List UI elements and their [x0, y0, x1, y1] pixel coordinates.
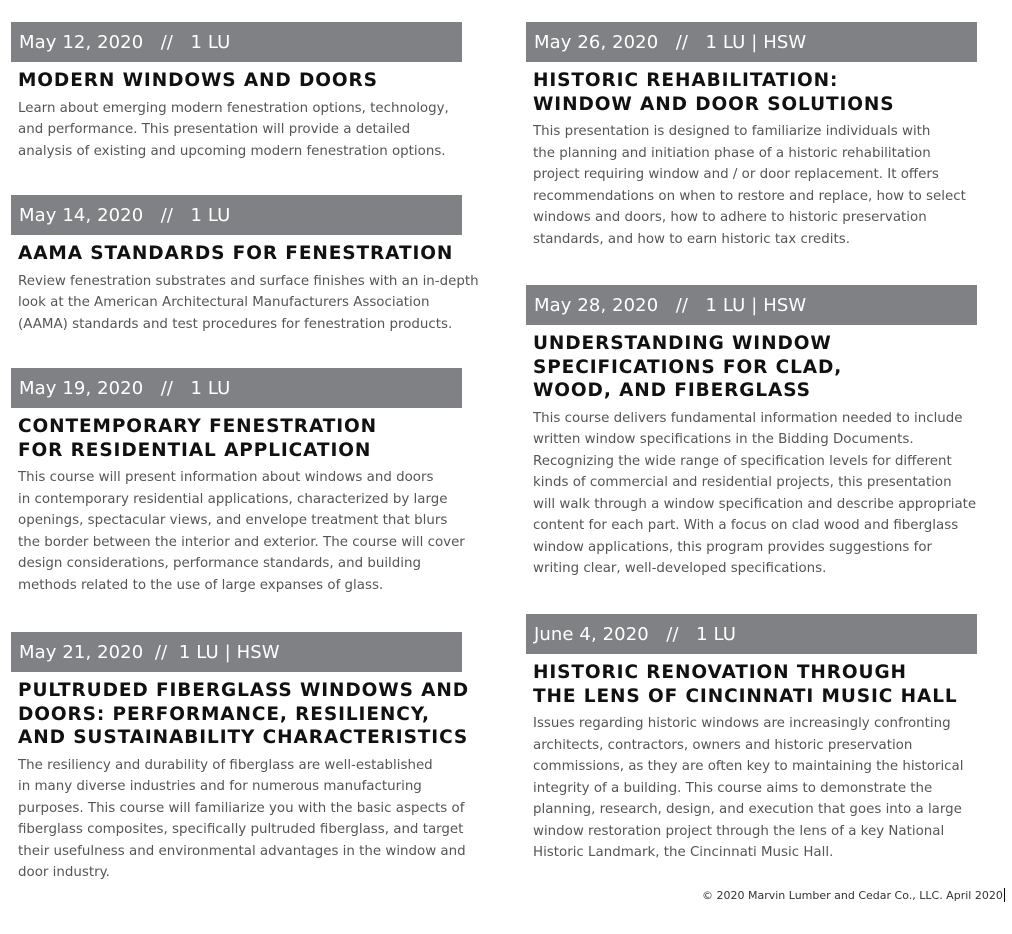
description-line: Review fenestration substrates and surface finishes with an in-depth	[18, 273, 479, 289]
description-line: This course delivers fundamental information needed to include	[533, 410, 963, 426]
course-title-line: THE LENS OF CINCINNATI MUSIC HALL	[533, 685, 958, 707]
description-line: Recognizing the wide range of specification levels for different	[533, 453, 952, 469]
course-date-header: May 28, 2020 // 1 LU | HSW	[526, 285, 977, 325]
description-line: the planning and initiation phase of a historic rehabilitation	[533, 145, 931, 161]
description-line: The resiliency and durability of fiberglass are well-established	[18, 757, 433, 773]
course-date-header: May 21, 2020 // 1 LU | HSW	[11, 632, 462, 672]
course-title	[533, 332, 977, 403]
course-may-21	[11, 632, 470, 884]
course-title-line: AAMA STANDARDS FOR FENESTRATION	[18, 243, 454, 264]
course-title	[533, 661, 977, 708]
description-line: commissions, as they are often key to maintaining the historical	[533, 759, 964, 774]
course-description	[533, 408, 977, 580]
course-title	[18, 415, 462, 462]
description-line: windows and doors, how to adhere to historic preservation	[533, 210, 927, 225]
course-title-line: UNDERSTANDING WINDOW	[533, 333, 832, 354]
description-line: methods related to the use of large expanses of glass.	[18, 577, 384, 593]
copyright-text: © 2020 Marvin Lumber and Cedar Co., LLC. April 2020	[702, 889, 1003, 902]
description-line: analysis of existing and upcoming modern fenestration options.	[18, 143, 446, 159]
course-title	[533, 69, 977, 116]
description-line: standards, and how to earn historic tax credits.	[533, 231, 851, 247]
course-title-line: WINDOW AND DOOR SOLUTIONS	[533, 93, 895, 115]
course-june-4	[526, 614, 977, 864]
description-line: (AAMA) standards and test procedures for fenestration products.	[18, 316, 453, 332]
course-description	[533, 713, 977, 864]
description-line: will walk through a window specification and describe appropriate	[533, 496, 977, 512]
description-line: project requiring window and / or door replacement. It offers	[533, 167, 939, 182]
course-description	[18, 98, 462, 163]
course-title-line: AND SUSTAINABILITY CHARACTERISTICS	[18, 727, 469, 748]
copyright-footer	[702, 888, 1005, 902]
description-line: content for each part. With a focus on clad wood and fiberglass	[533, 518, 959, 533]
text-cursor	[1004, 888, 1005, 902]
description-line: in contemporary residential applications, characterized by large	[18, 491, 448, 507]
description-line: fiberglass composites, specifically pultruded fiberglass, and target	[18, 822, 464, 837]
course-title-line: PULTRUDED FIBERGLASS WINDOWS AND	[18, 680, 470, 701]
description-line: writing clear, well-developed specifications.	[533, 561, 827, 576]
description-line: architects, contractors, owners and historic preservation	[533, 737, 913, 753]
course-title-line: WOOD, AND FIBERGLASS	[533, 380, 811, 401]
description-line: the border between the interior and exterior. The course will cover	[18, 534, 465, 550]
description-line: written window specifications in the Bidding Documents.	[533, 432, 914, 447]
description-line: look at the American Architectural Manufacturers Association	[18, 295, 430, 310]
description-line: in many diverse industries and for numerous manufacturing	[18, 779, 422, 794]
description-line: and performance. This presentation will provide a detailed	[18, 122, 411, 137]
course-date-header: May 26, 2020 // 1 LU | HSW	[526, 22, 977, 62]
description-line: Issues regarding historic windows are increasingly confronting	[533, 716, 951, 731]
description-line: planning, research, design, and execution that goes into a large	[533, 802, 962, 817]
course-title-line: DOORS: PERFORMANCE, RESILIENCY,	[18, 703, 430, 725]
course-title-line: FOR RESIDENTIAL APPLICATION	[18, 439, 372, 461]
description-line: This course will present information about windows and doors	[18, 470, 434, 485]
description-line: Learn about emerging modern fenestration options, technology,	[18, 100, 449, 116]
course-title-line: MODERN WINDOWS AND DOORS	[18, 70, 378, 91]
course-may-28	[526, 285, 977, 580]
description-line: design considerations, performance standards, and building	[18, 556, 421, 571]
course-date-header: May 19, 2020 // 1 LU	[11, 368, 462, 408]
course-may-26	[526, 22, 977, 250]
course-title	[18, 679, 470, 750]
description-line: openings, spectacular views, and envelope treatment that blurs	[18, 513, 448, 528]
description-line: window applications, this program provides suggestions for	[533, 539, 933, 555]
description-line: recommendations on when to restore and replace, how to select	[533, 188, 966, 204]
course-may-19	[11, 368, 465, 596]
description-line: kinds of commercial and residential projects, this presentation	[533, 475, 952, 490]
course-title	[18, 242, 462, 266]
course-date-header: May 14, 2020 // 1 LU	[11, 195, 462, 235]
description-line: This presentation is designed to familiarize individuals with	[533, 124, 931, 139]
course-may-14	[11, 195, 479, 335]
description-line: door industry.	[18, 865, 110, 880]
description-line: Historic Landmark, the Cincinnati Music Hall.	[533, 845, 834, 860]
description-line: purposes. This course will familiarize you with the basic aspects of	[18, 800, 465, 816]
course-description	[18, 755, 466, 884]
course-title-line: SPECIFICATIONS FOR CLAD,	[533, 356, 843, 378]
course-description	[18, 271, 479, 336]
course-title	[18, 69, 462, 93]
description-line: integrity of a building. This course aims to demonstrate the	[533, 780, 933, 796]
course-title-line: HISTORIC REHABILITATION:	[533, 70, 839, 91]
description-line: window restoration project through the lens of a key National	[533, 823, 945, 839]
course-title-line: CONTEMPORARY FENESTRATION	[18, 416, 378, 437]
course-date-header: May 12, 2020 // 1 LU	[11, 22, 462, 62]
course-description	[18, 467, 465, 596]
course-title-line: HISTORIC RENOVATION THROUGH	[533, 662, 907, 683]
description-line: their usefulness and environmental advantages in the window and	[18, 843, 466, 859]
course-may-12	[11, 22, 462, 162]
course-date-header: June 4, 2020 // 1 LU	[526, 614, 977, 654]
course-description	[533, 121, 977, 250]
